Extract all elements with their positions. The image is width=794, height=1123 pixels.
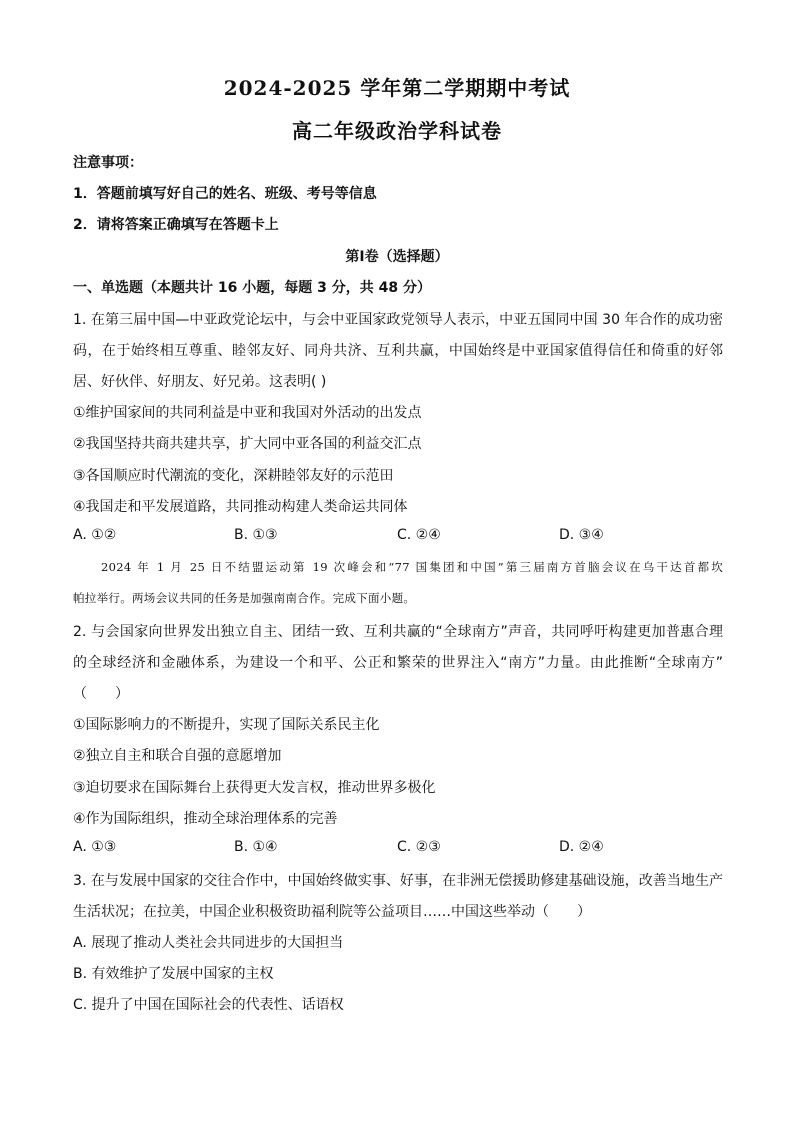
q2-stem-line-3: （ ） [73,686,129,702]
q3-option-b: B. 有效维护了发展中国家的主权 [73,966,274,982]
q1-stem-line-1: 1. 在第三届中国—中亚政党论坛中，与会中亚国家政党领导人表示，中亚五国同中国 30 年合作的成功密 [73,312,723,328]
q2-statement-3: ③迫切要求在国际舞台上获得更大发言权，推动世界多极化 [73,780,436,796]
notes-item-1: 1．答题前填写好自己的姓名、班级、考号等信息 [73,186,377,202]
q1-stem-line-3: 居、好伙伴、好朋友、好兄弟。这表明( ) [73,374,327,390]
q2-statement-1: ①国际影响力的不断提升，实现了国际关系民主化 [73,717,380,733]
material-line-2: 帕拉举行。两场会议共同的任务是加强南南合作。完成下面小题。 [73,591,416,605]
q2-statement-4: ④作为国际组织，推动全球治理体系的完善 [73,811,338,827]
q1-statement-1: ①维护国家间的共同利益是中亚和我国对外活动的出发点 [73,405,422,421]
section-title: 一、单选题（本题共计 16 小题，每题 3 分，共 48 分） [73,280,431,296]
q1-statement-2: ②我国坚持共商共建共享，扩大同中亚各国的利益交汇点 [73,436,422,452]
exam-title: 2024-2025 学年第二学期期中考试 [223,76,571,100]
q2-option-a: A. ①③ [73,839,117,855]
notes-item-2: 2．请将答案正确填写在答题卡上 [73,217,279,233]
q1-statement-4: ④我国走和平发展道路，共同推动构建人类命运共同体 [73,499,408,515]
q2-stem-line-1: 2. 与会国家向世界发出独立自主、团结一致、互利共赢的“全球南方”声音，共同呼吁构建更加普惠合理 [73,624,723,640]
q2-option-c: C. ②③ [397,839,441,855]
q1-option-c: C. ②④ [397,527,441,543]
volume-title: 第Ⅰ卷（选择题） [345,249,449,265]
q3-stem-line-1: 3. 在与发展中国家的交往合作中，中国始终做实事、好事，在非洲无偿援助修建基础设施，改善当地生产 [73,873,723,889]
q3-stem-line-2: 生活状况；在拉美，中国企业积极资助福利院等公益项目……中国这些举动（ ） [73,904,591,920]
q3-option-c: C. 提升了中国在国际社会的代表性、话语权 [73,997,344,1013]
q1-statement-3: ③各国顺应时代潮流的变化，深耕睦邻友好的示范田 [73,468,394,484]
q2-option-b: B. ①④ [234,839,278,855]
q1-option-d: D. ③④ [559,527,604,543]
q1-option-a: A. ①② [73,527,117,543]
q3-option-a: A. 展现了推动人类社会共同进步的大国担当 [73,935,344,951]
q1-stem-line-2: 码，在于始终相互尊重、睦邻友好、同舟共济、互利共赢，中国始终是中亚国家值得信任和倚重的好邻 [73,343,723,359]
q2-statement-2: ②独立自主和联合自强的意愿增加 [73,748,282,764]
q1-option-b: B. ①③ [234,527,278,543]
material-line-1: 2024 年 1 月 25 日不结盟运动第 19 次峰会和“77 国集团和中国”第三届南方首脑会议在乌干达首都坎 [101,560,723,574]
notes-heading: 注意事项： [73,155,143,171]
exam-subtitle: 高二年级政治学科试卷 [292,119,502,143]
q2-option-d: D. ②④ [559,839,604,855]
q2-stem-line-2: 的全球经济和金融体系，为建设一个和平、公正和繁荣的世界注入“南方”力量。由此推断“全球南方” [73,655,723,671]
